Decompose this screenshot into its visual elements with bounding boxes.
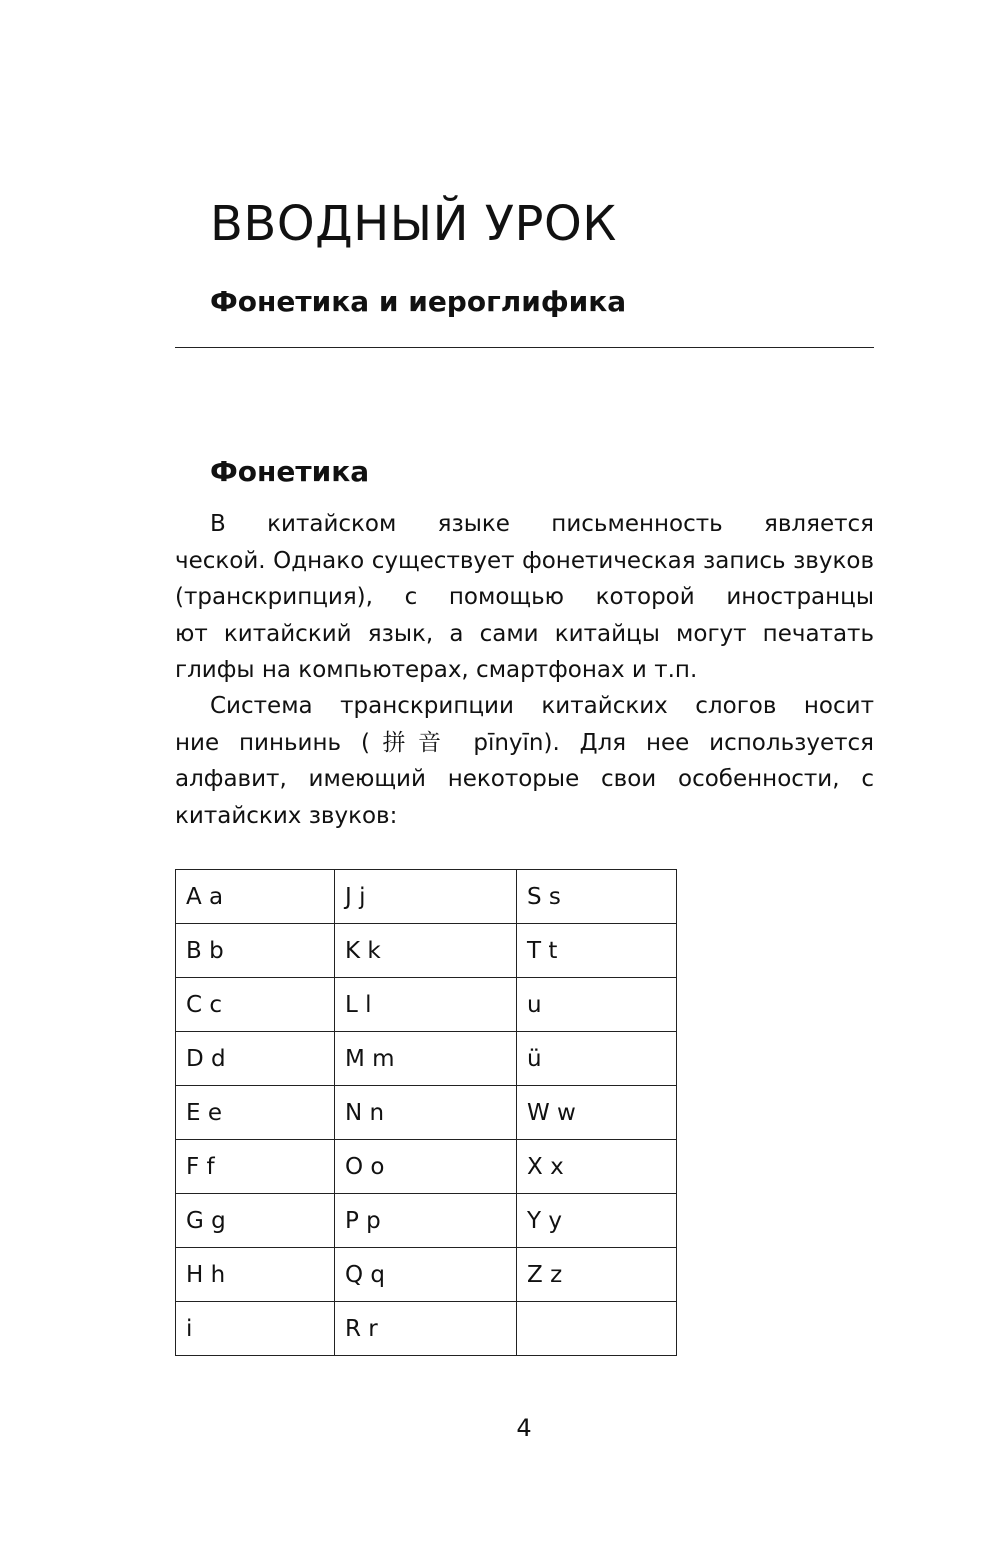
table-cell: H h [176,1248,335,1302]
table-cell: Z z [517,1248,677,1302]
divider [175,347,874,348]
chapter-title: ВВОДНЫЙ УРОК [210,196,617,252]
table-cell: C c [176,978,335,1032]
table-row [176,1140,677,1194]
table-cell: G g [176,1194,335,1248]
paragraph-line: В китайском языке письменность является [210,511,874,537]
table-row [176,870,677,924]
table-cell: X x [517,1140,677,1194]
paragraph-line: глифы на компьютерах, смартфонах и т.п. [175,657,698,683]
table-cell: L l [335,978,517,1032]
table-row [176,1248,677,1302]
table-cell: S s [517,870,677,924]
pinyin-alphabet-table [175,869,677,1356]
paragraph-line: алфавит, имеющий некоторые свои особенности, с [175,766,874,792]
table-cell: ü [517,1032,677,1086]
table-cell: J j [335,870,517,924]
paragraph-line: ние пиньинь (拼音 pīnyīn). Для нее используется [175,729,874,756]
table-cell: W w [517,1086,677,1140]
table-row [176,924,677,978]
table-row [176,1194,677,1248]
table-cell-empty [517,1302,677,1356]
table-row [176,1086,677,1140]
chapter-subtitle: Фонетика и иероглифика [210,285,627,318]
table-cell: O o [335,1140,517,1194]
paragraph-line: Система транскрипции китайских слогов носит [210,693,874,719]
table-cell: A a [176,870,335,924]
table-cell: Y y [517,1194,677,1248]
table-cell: Q q [335,1248,517,1302]
table-cell: B b [176,924,335,978]
table-cell: K k [335,924,517,978]
section-title: Фонетика [210,455,370,488]
table-cell: u [517,978,677,1032]
table-row [176,978,677,1032]
table-cell: F f [176,1140,335,1194]
table-cell: R r [335,1302,517,1356]
table-cell: N n [335,1086,517,1140]
paragraph-line: (транскрипция), с помощью которой иностранцы [175,584,874,610]
paragraph-pinyin-system [175,688,874,834]
table-cell: T t [517,924,677,978]
table-row [176,1302,677,1356]
table-row [176,1032,677,1086]
paragraph-line: ют китайский язык, а сами китайцы могут печатать [175,620,874,647]
table-cell: i [176,1302,335,1356]
paragraph-line: китайских звуков: [175,802,398,829]
page-number: 4 [516,1414,532,1442]
paragraph-line: ческой. Однако существует фонетическая запись звуков [175,547,874,574]
paragraph-phonetics-intro [175,506,874,689]
table-cell: E e [176,1086,335,1140]
table-cell: M m [335,1032,517,1086]
table-cell: D d [176,1032,335,1086]
table-cell: P p [335,1194,517,1248]
